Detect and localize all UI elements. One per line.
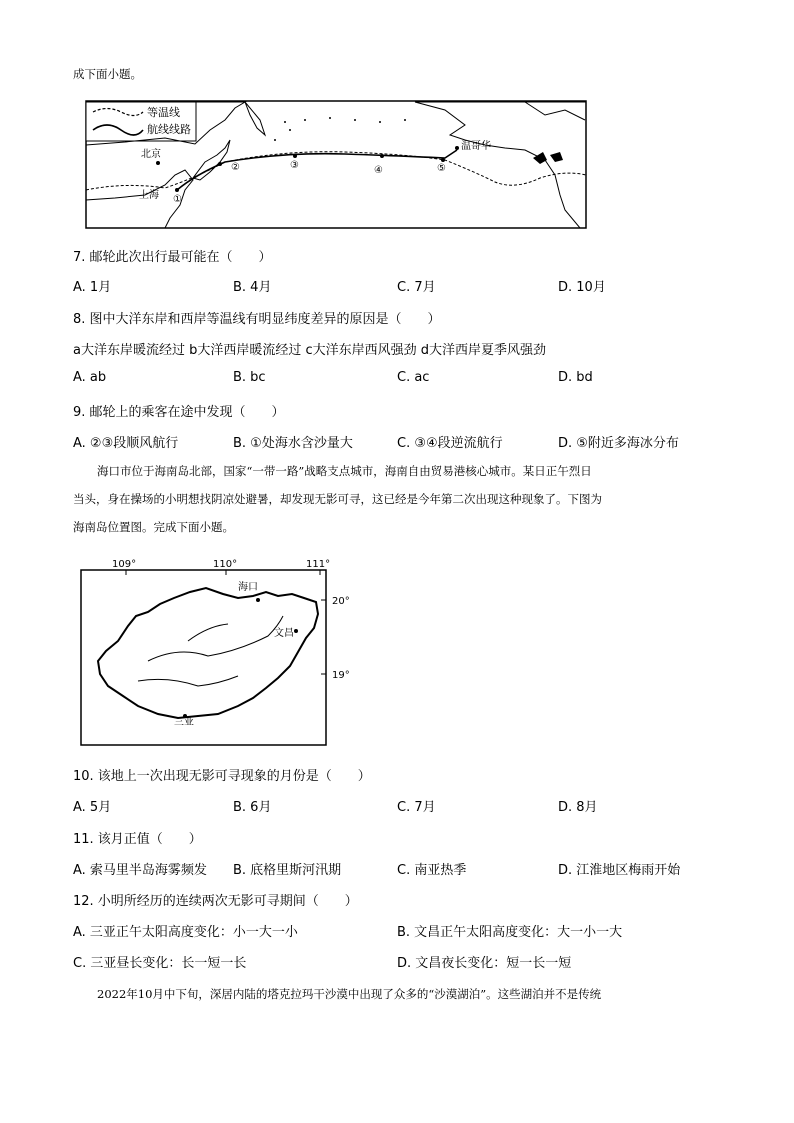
q8-option-a: A. ab <box>73 370 107 385</box>
passage-hainan-line-1: 海口市位于海南岛北部，国家“一带一路”战略支点城市，海南自由贸易港核心城市。某日正午烈日 <box>97 464 592 478</box>
q7-option-b: B. 4月 <box>233 280 272 295</box>
q11-option-d: D. 江淮地区梅雨开始 <box>558 863 681 878</box>
q7-option-d: D. 10月 <box>558 280 606 295</box>
marker-4: ④ <box>374 165 383 176</box>
lat-20: 20° <box>332 596 350 607</box>
q10-option-a: A. 5月 <box>73 800 112 815</box>
q12-option-a: A. 三亚正午太阳高度变化：小一大一小 <box>73 925 298 940</box>
q10-option-d: D. 8月 <box>558 800 598 815</box>
question-12-stem: 12. 小明所经历的连续两次无影可寻期间（ ） <box>73 894 358 909</box>
q12-option-b: B. 文昌正午太阳高度变化：大一小一大 <box>397 925 623 940</box>
city-shanghai: 上海 <box>139 190 159 201</box>
marker-5: ⑤ <box>437 163 446 174</box>
question-8-stem: 8. 图中大洋东岸和西岸等温线有明显纬度差异的原因是（ ） <box>73 312 441 327</box>
q11-option-c: C. 南亚热季 <box>397 863 467 878</box>
city-haikou: 海口 <box>238 582 258 593</box>
q8-option-b: B. bc <box>233 370 266 385</box>
q11-option-b: B. 底格里斯河汛期 <box>233 863 342 878</box>
city-beijing: 北京 <box>141 149 161 160</box>
q11-option-a: A. 索马里半岛海雾频发 <box>73 863 207 878</box>
question-9-stem: 9. 邮轮上的乘客在途中发现（ ） <box>73 405 285 420</box>
legend-isotherm: 等温线 <box>147 106 180 119</box>
city-sanya: 三亚 <box>174 717 194 728</box>
q10-option-b: B. 6月 <box>233 800 272 815</box>
q9-option-a: A. ②③段顺风航行 <box>73 436 179 451</box>
marker-1: ① <box>173 194 182 205</box>
lat-19: 19° <box>332 670 350 681</box>
passage-hainan <box>73 457 723 541</box>
lon-111: 111° <box>306 559 331 570</box>
q9-option-c: C. ③④段逆流航行 <box>397 436 503 451</box>
route-map <box>85 100 587 230</box>
question-11-stem: 11. 该月正值（ ） <box>73 832 202 847</box>
marker-3: ③ <box>290 160 299 171</box>
city-wenchang: 文昌 <box>274 628 294 639</box>
q9-option-b: B. ①处海水含沙量大 <box>233 436 353 451</box>
passage-hainan-line-3: 海南岛位置图。完成下面小题。 <box>73 520 234 534</box>
q10-option-c: C. 7月 <box>397 800 436 815</box>
question-10-stem: 10. 该地上一次出现无影可寻现象的月份是（ ） <box>73 769 371 784</box>
legend-route: 航线线路 <box>147 123 191 136</box>
question-7-stem: 7. 邮轮此次出行最可能在（ ） <box>73 250 272 265</box>
city-vancouver: 温哥华 <box>461 141 491 152</box>
q12-option-d: D. 文昌夜长变化：短一长一短 <box>397 956 572 971</box>
lon-110: 110° <box>213 559 238 570</box>
passage-desert-lakes: 2022年10月中下旬，深居内陆的塔克拉玛干沙漠中出现了众多的“沙漠湖泊”。这些湖泊并不是传统 <box>97 987 602 1001</box>
q7-option-c: C. 7月 <box>397 280 436 295</box>
q12-option-c: C. 三亚昼长变化：长一短一长 <box>73 956 247 971</box>
lon-109: 109° <box>112 559 137 570</box>
marker-2: ② <box>231 162 240 173</box>
hainan-map <box>78 556 360 750</box>
q9-option-d: D. ⑤附近多海冰分布 <box>558 436 679 451</box>
intro-tail: 成下面小题。 <box>73 67 142 81</box>
passage-hainan-line-2: 当头，身在操场的小明想找阴凉处避暑，却发现无影可寻，这已经是今年第二次出现这种现象了。下图为 <box>73 492 602 506</box>
q7-option-a: A. 1月 <box>73 280 112 295</box>
q8-option-d: D. bd <box>558 370 593 385</box>
q8-option-c: C. ac <box>397 370 430 385</box>
question-8-detail: a大洋东岸暖流经过 b大洋西岸暖流经过 c大洋东岸西风强劲 d大洋西岸夏季风强劲 <box>73 343 547 358</box>
